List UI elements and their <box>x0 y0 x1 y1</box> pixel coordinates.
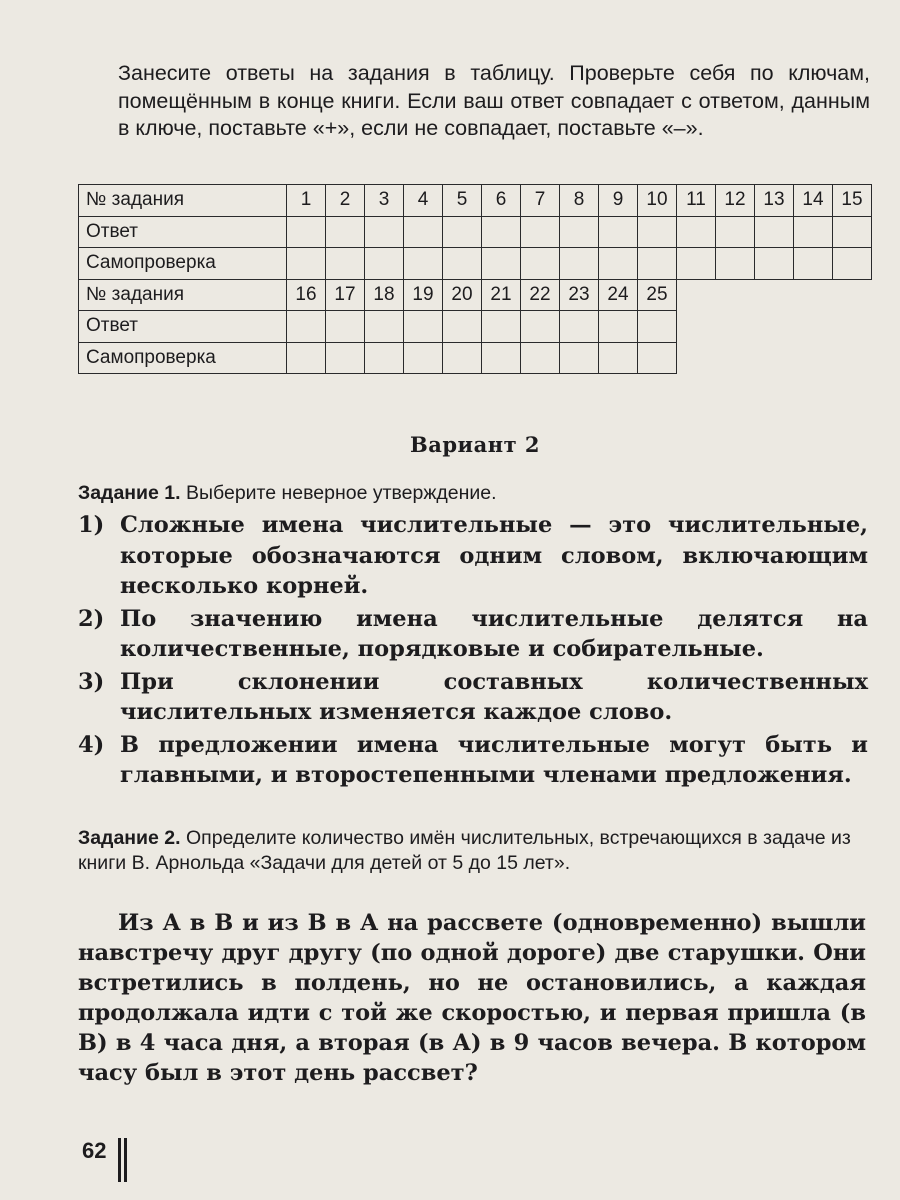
empty-answer-cell <box>404 248 443 280</box>
task-number-cell: 19 <box>404 279 443 311</box>
empty-answer-cell <box>638 342 677 374</box>
page-number: 62 <box>82 1138 107 1163</box>
table-spacer <box>716 311 755 343</box>
option-marker: 2) <box>78 605 105 632</box>
task-number-cell: 23 <box>560 279 599 311</box>
option-text: Сложные имена числительные — это числительные, которые обозначаются одним словом, включающим несколько корней. <box>120 512 868 599</box>
empty-answer-cell <box>482 311 521 343</box>
page-number-bar <box>118 1138 121 1182</box>
empty-answer-cell <box>599 342 638 374</box>
empty-answer-cell <box>521 342 560 374</box>
empty-answer-cell <box>365 311 404 343</box>
table-spacer <box>677 311 716 343</box>
empty-answer-cell <box>326 311 365 343</box>
empty-answer-cell <box>794 216 833 248</box>
empty-answer-cell <box>482 248 521 280</box>
empty-answer-cell <box>287 311 326 343</box>
task-1-header <box>78 481 870 506</box>
empty-answer-cell <box>521 248 560 280</box>
option-4 <box>78 730 868 791</box>
empty-answer-cell <box>755 248 794 280</box>
task-2-question: Определите количество имён числительных, встречающихся в задаче из книги В. Арнольда «Задачи для детей от 5 до 15 лет». <box>78 827 851 874</box>
task-number-cell: 8 <box>560 185 599 217</box>
task-number-cell: 9 <box>599 185 638 217</box>
empty-answer-cell <box>443 248 482 280</box>
empty-answer-cell <box>638 248 677 280</box>
empty-answer-cell <box>521 216 560 248</box>
task-number-cell: 18 <box>365 279 404 311</box>
variant-title: Вариант 2 <box>409 432 541 457</box>
empty-answer-cell <box>833 248 872 280</box>
task-number-cell: 7 <box>521 185 560 217</box>
task-number-cell: 15 <box>833 185 872 217</box>
option-3 <box>78 667 868 728</box>
empty-answer-cell <box>443 342 482 374</box>
task-number-cell: 14 <box>794 185 833 217</box>
empty-answer-cell <box>599 311 638 343</box>
empty-answer-cell <box>326 342 365 374</box>
table-spacer <box>755 342 794 374</box>
empty-answer-cell <box>482 216 521 248</box>
empty-answer-cell <box>716 216 755 248</box>
task-2-problem-text: Из А в В и из В в А на рассвете (одновременно) вышли навстречу друг другу (по одной дороге) две старушки. Они встретились в полдень, но не остановились, а каждая продолжала идти с той же скоростью, и первая пришла (в В) в 4 часа дня, а вторая (в А) в 9 часов вечера. В котором часу был в этот день рассвет? <box>78 910 866 1086</box>
empty-answer-cell <box>755 216 794 248</box>
empty-answer-cell <box>287 216 326 248</box>
empty-answer-cell <box>365 216 404 248</box>
task-number-cell: 5 <box>443 185 482 217</box>
table-row <box>79 185 872 217</box>
empty-answer-cell <box>716 248 755 280</box>
table-spacer <box>677 279 716 311</box>
option-2 <box>78 604 868 665</box>
empty-answer-cell <box>404 311 443 343</box>
option-text: При склонении составных количественных числительных изменяется каждое слово. <box>120 668 868 725</box>
empty-answer-cell <box>365 342 404 374</box>
task-1-label: Задание 1. <box>78 482 181 504</box>
empty-answer-cell <box>404 342 443 374</box>
table-spacer <box>794 279 833 311</box>
option-text: По значению имена числительные делятся на количественные, порядковые и собирательные. <box>120 605 868 662</box>
empty-answer-cell <box>599 248 638 280</box>
table-row <box>79 311 872 343</box>
task-number-cell: 21 <box>482 279 521 311</box>
task-2-header <box>78 826 870 875</box>
table-spacer <box>794 342 833 374</box>
task-number-cell: 13 <box>755 185 794 217</box>
task-number-cell: 20 <box>443 279 482 311</box>
table-row <box>79 216 872 248</box>
empty-answer-cell <box>638 311 677 343</box>
option-text: В предложении имена числительные могут быть и главными, и второстепенными членами предложения. <box>120 731 868 788</box>
option-marker: 1) <box>78 512 105 538</box>
row-label: Ответ <box>79 311 287 343</box>
empty-answer-cell <box>677 248 716 280</box>
task-number-cell: 2 <box>326 185 365 217</box>
option-marker: 3) <box>78 668 105 695</box>
empty-answer-cell <box>560 248 599 280</box>
table-spacer <box>716 342 755 374</box>
task-number-cell: 6 <box>482 185 521 217</box>
table-spacer <box>833 311 872 343</box>
empty-answer-cell <box>599 216 638 248</box>
empty-answer-cell <box>560 342 599 374</box>
task-number-cell: 3 <box>365 185 404 217</box>
empty-answer-cell <box>482 342 521 374</box>
table-row <box>79 248 872 280</box>
empty-answer-cell <box>560 311 599 343</box>
task-number-cell: 22 <box>521 279 560 311</box>
option-1 <box>78 510 868 602</box>
empty-answer-cell <box>326 216 365 248</box>
task-number-cell: 25 <box>638 279 677 311</box>
table-spacer <box>755 279 794 311</box>
row-label: № задания <box>79 185 287 217</box>
row-label: № задания <box>79 279 287 311</box>
table-row <box>79 279 872 311</box>
row-label: Самопроверка <box>79 342 287 374</box>
table-row <box>79 342 872 374</box>
table-spacer <box>755 311 794 343</box>
page-number-bar <box>124 1138 127 1182</box>
task-number-cell: 1 <box>287 185 326 217</box>
empty-answer-cell <box>560 216 599 248</box>
empty-answer-cell <box>326 248 365 280</box>
empty-answer-cell <box>287 248 326 280</box>
task-number-cell: 16 <box>287 279 326 311</box>
empty-answer-cell <box>677 216 716 248</box>
task-number-cell: 10 <box>638 185 677 217</box>
instructions-paragraph: Занесите ответы на задания в таблицу. Проверьте себя по ключам, помещённым в конце книги. Если ваш ответ совпадает с ответом, данным в ключе, поставьте «+», если не совпадает, поставьте «–». <box>118 61 870 140</box>
empty-answer-cell <box>794 248 833 280</box>
table-spacer <box>833 342 872 374</box>
empty-answer-cell <box>365 248 404 280</box>
empty-answer-cell <box>443 216 482 248</box>
answer-table <box>78 184 872 374</box>
table-spacer <box>716 279 755 311</box>
task-number-cell: 24 <box>599 279 638 311</box>
task-number-cell: 17 <box>326 279 365 311</box>
task-1-question: Выберите неверное утверждение. <box>186 482 497 504</box>
task-number-cell: 4 <box>404 185 443 217</box>
option-marker: 4) <box>78 731 105 758</box>
task-1-options <box>78 510 868 793</box>
empty-answer-cell <box>287 342 326 374</box>
table-spacer <box>833 279 872 311</box>
row-label: Самопроверка <box>79 248 287 280</box>
table-spacer <box>794 311 833 343</box>
row-label: Ответ <box>79 216 287 248</box>
empty-answer-cell <box>404 216 443 248</box>
empty-answer-cell <box>521 311 560 343</box>
task-number-cell: 11 <box>677 185 716 217</box>
empty-answer-cell <box>638 216 677 248</box>
table-spacer <box>677 342 716 374</box>
empty-answer-cell <box>443 311 482 343</box>
empty-answer-cell <box>833 216 872 248</box>
task-2-label: Задание 2. <box>78 827 181 849</box>
task-number-cell: 12 <box>716 185 755 217</box>
